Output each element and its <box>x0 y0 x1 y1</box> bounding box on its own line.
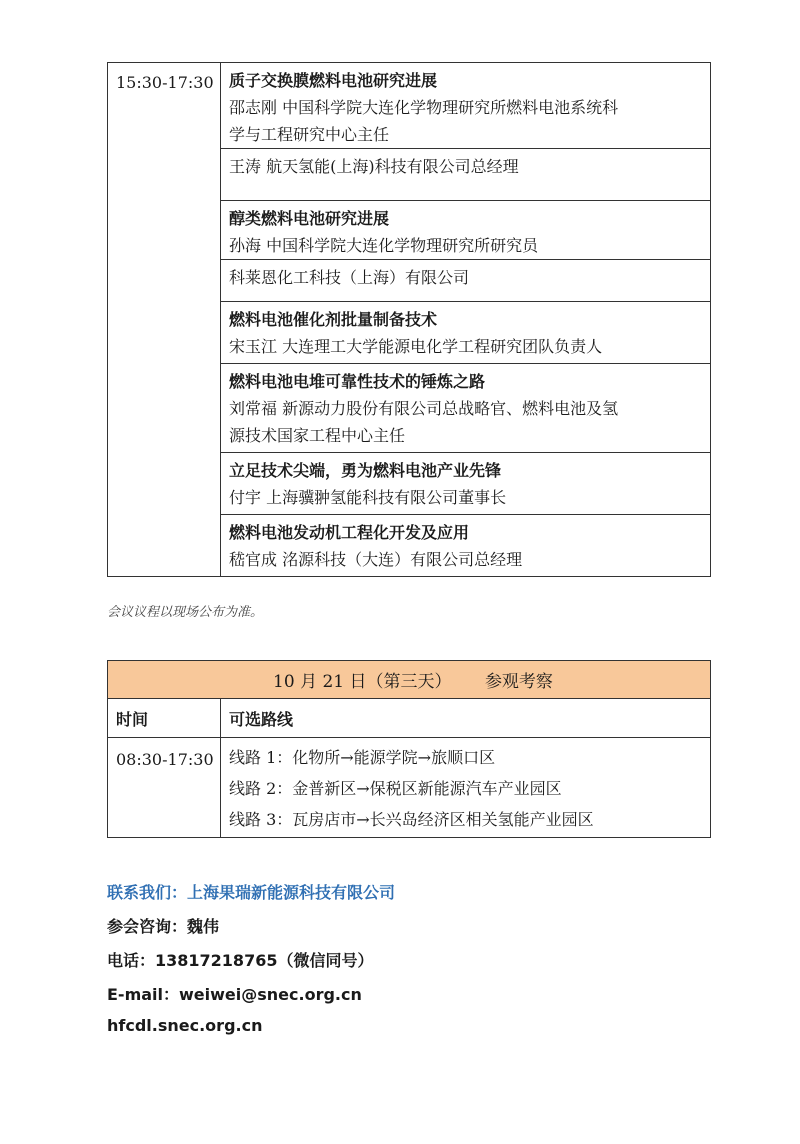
talk-title: 燃料电池发动机工程化开发及应用 <box>229 523 470 542</box>
speaker-line: 宋玉江 大连理工大学能源电化学工程研究团队负责人 <box>229 337 603 356</box>
routes-cell <box>221 738 711 838</box>
col-route-header: 可选路线 <box>221 699 711 738</box>
speaker-line: 嵇官成 洺源科技（大连）有限公司总经理 <box>229 550 523 569</box>
contact-phone: 电话：13817218765（微信同号） <box>107 951 374 970</box>
speaker-line: 学与工程研究中心主任 <box>229 125 390 144</box>
talk-title: 燃料电池电堆可靠性技术的锤炼之路 <box>229 372 486 391</box>
speaker-sub: 王涛 航天氢能(上海)科技有限公司总经理 <box>221 148 710 197</box>
talk-block-4 <box>221 364 711 453</box>
speaker-line: 孙海 中国科学院大连化学物理研究所研究员 <box>229 236 539 255</box>
day3-date: 10 月 21 日（第三天） <box>273 672 452 692</box>
talk-block-2 <box>221 201 711 302</box>
talk-title: 立足技术尖端，勇为燃料电池产业先锋 <box>229 461 502 480</box>
day3-table <box>107 660 711 838</box>
session-time: 15:30-17:30 <box>108 63 221 577</box>
speaker-line: 刘常福 新源动力股份有限公司总战略官、燃料电池及氢 <box>229 399 619 418</box>
talk-title: 醇类燃料电池研究进展 <box>229 209 390 228</box>
route-item: 线路 1：化物所→能源学院→旅顺口区 <box>229 748 496 767</box>
contact-website[interactable]: hfcdl.snec.org.cn <box>107 1016 263 1035</box>
day3-activity: 参观考察 <box>484 672 553 692</box>
speaker-sub: 科莱恩化工科技（上海）有限公司 <box>221 259 710 298</box>
speaker-line: 邵志刚 中国科学院大连化学物理研究所燃料电池系统科 <box>229 98 619 117</box>
talk-block-6 <box>221 515 711 577</box>
day3-header <box>108 661 711 699</box>
col-time-header: 时间 <box>108 699 221 738</box>
contact-consult: 参会咨询：魏伟 <box>107 917 220 936</box>
talk-block-1 <box>221 63 711 201</box>
talk-block-5 <box>221 453 711 515</box>
route-item: 线路 2：金普新区→保税区新能源汽车产业园区 <box>229 779 562 798</box>
agenda-table <box>107 62 711 577</box>
agenda-note: 会议议程以现场公布为准。 <box>107 605 264 620</box>
contact-email[interactable]: E-mail：weiwei@snec.org.cn <box>107 985 362 1004</box>
visit-time: 08:30-17:30 <box>108 738 221 838</box>
talk-title: 质子交换膜燃料电池研究进展 <box>229 71 438 90</box>
speaker-line: 源技术国家工程中心主任 <box>229 426 406 445</box>
talk-block-3 <box>221 302 711 364</box>
contact-company: 联系我们：上海果瑞新能源科技有限公司 <box>107 883 396 902</box>
contact-section <box>107 880 395 1050</box>
talk-title: 燃料电池催化剂批量制备技术 <box>229 310 438 329</box>
route-item: 线路 3：瓦房店市→长兴岛经济区相关氢能产业园区 <box>229 810 594 829</box>
speaker-line: 付宇 上海骥翀氢能科技有限公司董事长 <box>229 488 507 507</box>
